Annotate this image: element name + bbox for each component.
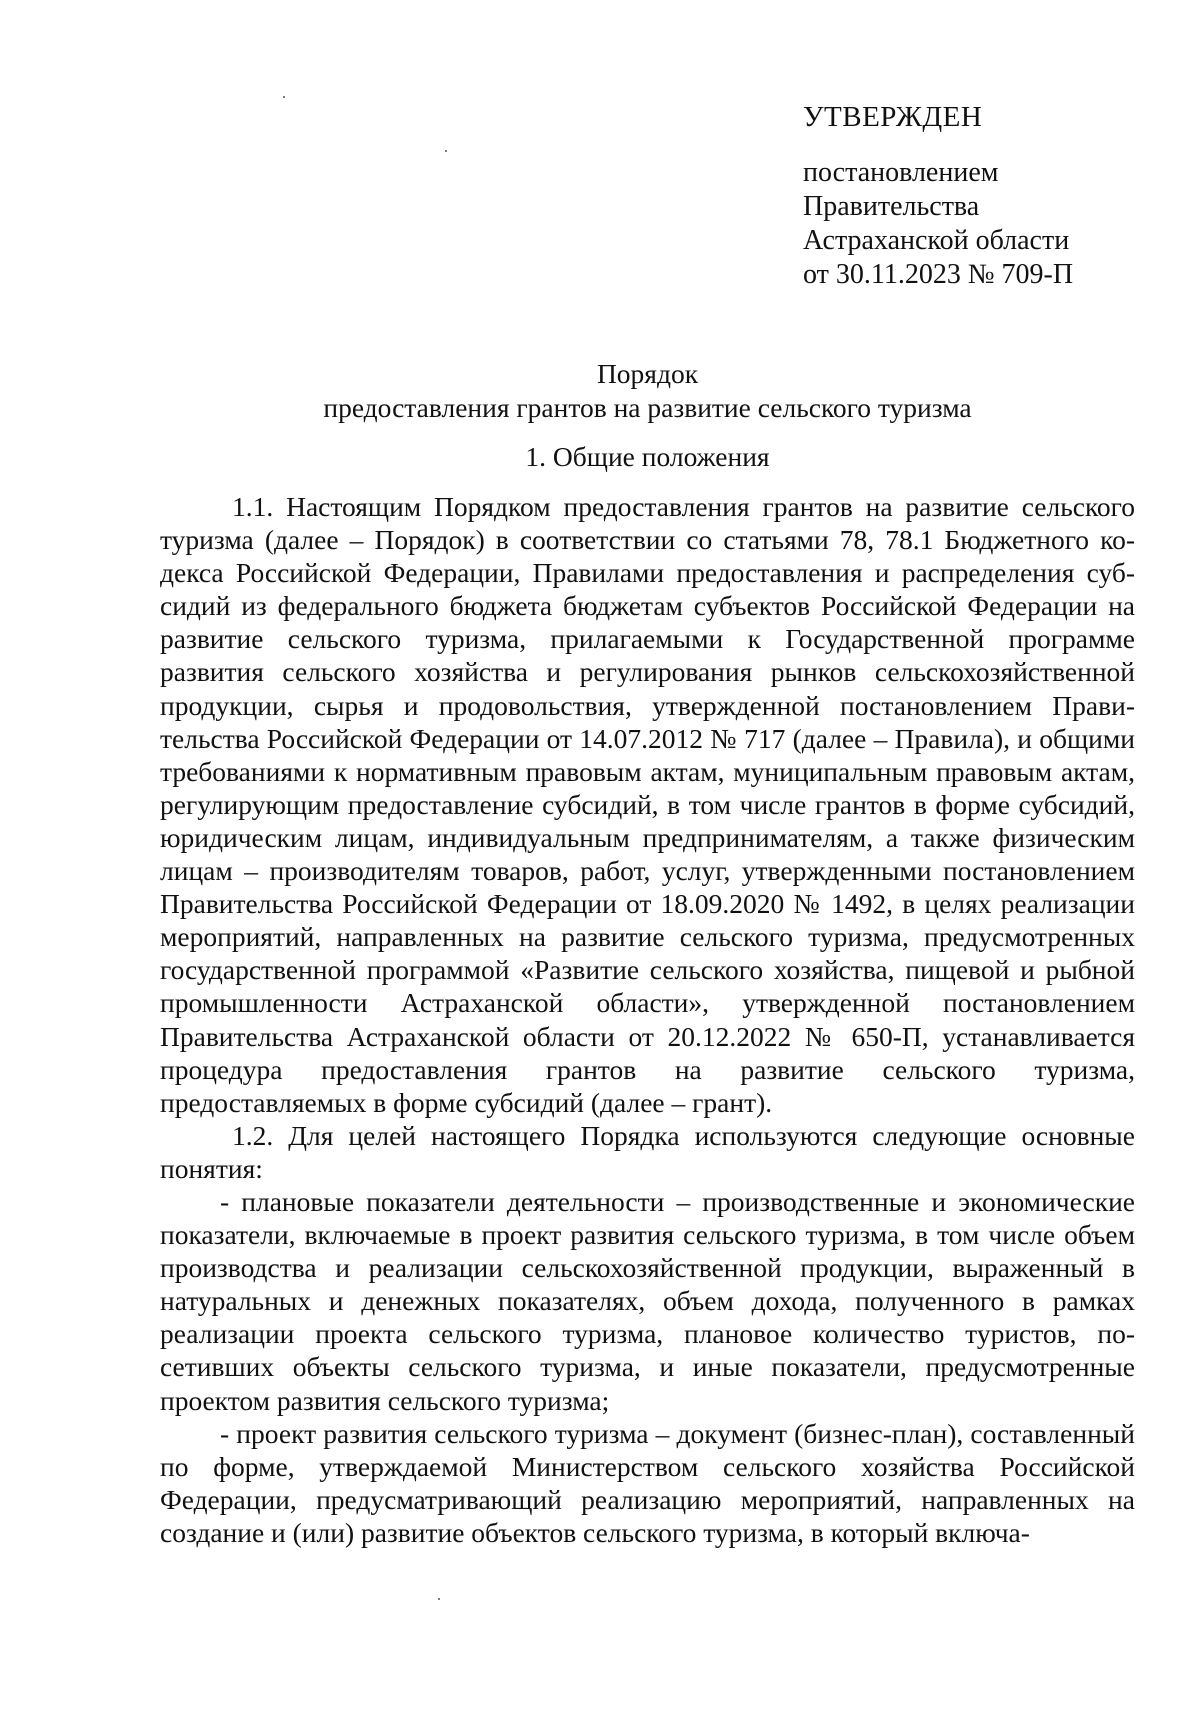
document-body (160, 490, 1135, 1549)
approval-title: УТВЕРЖДЕН (803, 101, 983, 133)
document-title: Порядок (596, 358, 699, 389)
paragraph-1-2: 1.2. Для целей настоящего Порядка используются следующие основные понятия: (160, 1119, 1135, 1184)
definition-item: - проект развития сельского туризма – документ (бизнес-план), составленный по форме, утверждаемой Министерством сельского хозяйства Российской Федерации, предусматривающий реализацию мероприятий, направленных на создание и (или) развитие объектов сельского туризма, в который включа- (160, 1417, 1135, 1548)
approval-date-number: от 30.11.2023 № 709-П (803, 259, 1074, 290)
approval-line: постановлением (803, 157, 999, 188)
approval-line: Астраханской области (803, 225, 1070, 256)
section-heading: 1. Общие положения (525, 441, 770, 472)
paragraph-1-1: 1.1. Настоящим Порядком предоставления грантов на развитие сельского туризма (далее – Порядок) в соответствии со статьями 78, 78.1 Бюджетного кодекса Российской Федерации, Правилами предоставления и распределения субсидий из федерального бюджета бюджетам субъектов Российской Федерации на развитие сельского туризма, прилагаемыми к Государственной программе развития сельского хозяйства и регулирования рынков сельскохозяйственной продукции, сырья и продовольствия, утвержденной постановлением Правительства Российской Федерации от 14.07.2012 № 717 (далее – Правила), и общими требованиями к нормативным правовым актам, муниципальным правовым актам, регулирующим предоставление субсидий, в том числе грантов в форме субсидий, юридическим лицам, индивидуальным предпринимателям, а также физическим лицам – производителям товаров, работ, услуг, утвержденными постановлением Правительства Российской Федерации от 18.09.2020 № 1492, в целях реализации мероприятий, направленных на развитие сельского туризма, предусмотренных государственной программой «Развитие сельского хозяйства, пищевой и рыбной промышленности Астраханской области», утвержденной постановлением Правительства Астраханской области от 20.12.2022 № 650-П, устанавливается процедура предоставления грантов на развитие сельского туризма, предоставляемых в форме субсидий (далее – грант). (160, 491, 1135, 1118)
scan-speck (445, 150, 447, 152)
definition-item: - плановые показатели деятельности – производственные и экономические показатели, включаемые в проект развития сельского туризма, в том числе объем производства и реализации сельскохозяйственной продукции, выраженный в натуральных и денежных показателях, объем дохода, полученного в рамках реализации проекта сельского туризма, плановое количество туристов, посетивших объекты сельского туризма, и иные показатели, предусмотренные проектом развития сельского туризма; (160, 1185, 1135, 1416)
approval-line: Правительства (803, 191, 980, 222)
approval-block (803, 100, 1143, 292)
document-subtitle: предоставления грантов на развитие сельского туризма (323, 392, 972, 423)
scan-speck (438, 1598, 440, 1600)
scan-speck (283, 96, 285, 98)
